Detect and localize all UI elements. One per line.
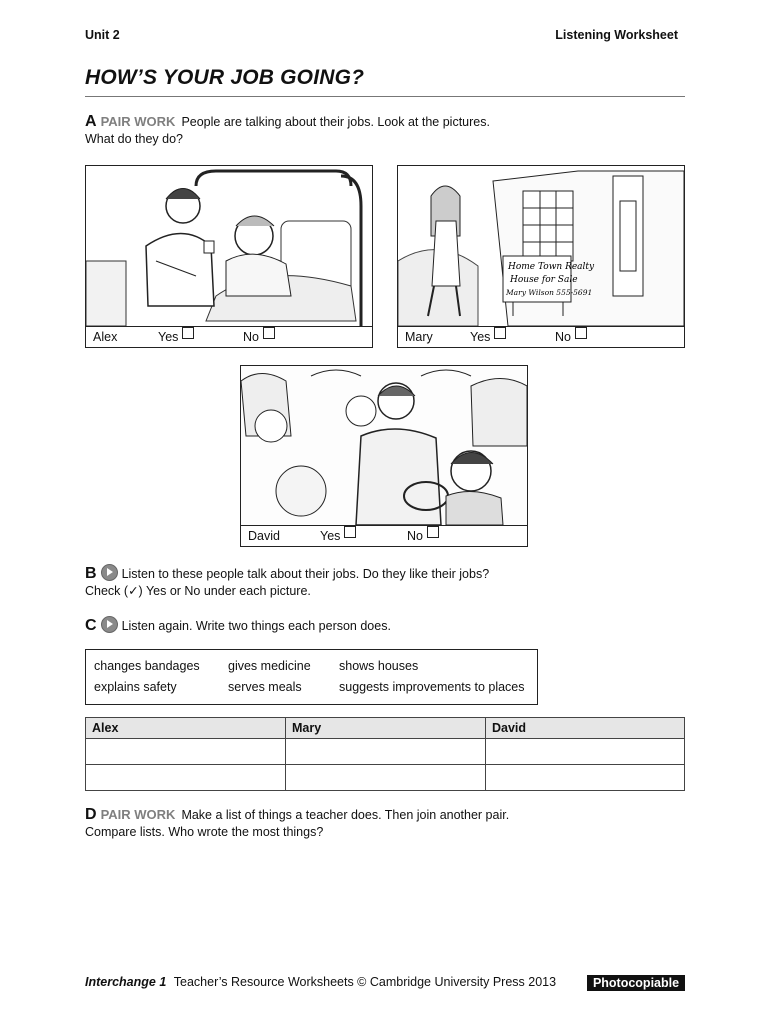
word-item: gives medicine <box>228 659 311 673</box>
audio-play-icon[interactable] <box>101 564 118 581</box>
person-name: Alex <box>93 330 118 344</box>
picture-david <box>240 365 528 547</box>
column-header-mary: Mary <box>286 718 486 739</box>
column-header-david: David <box>486 718 685 739</box>
answer-cell[interactable] <box>486 765 685 791</box>
section-d-line1: Make a list of things a teacher does. Then join another pair. <box>181 808 510 822</box>
caption-david <box>241 526 527 546</box>
yes-checkbox[interactable] <box>182 327 194 339</box>
answer-cell[interactable] <box>286 765 486 791</box>
section-b-line2: Check (✓) Yes or No under each picture. <box>85 584 311 598</box>
person-name: Mary <box>405 330 433 344</box>
realtor-illustration <box>398 166 684 327</box>
page-title: HOW’S YOUR JOB GOING? <box>85 66 365 89</box>
caption-alex <box>86 327 372 347</box>
bus-driver-illustration <box>241 366 527 526</box>
table-header-row <box>86 718 685 739</box>
word-item: serves meals <box>228 680 302 694</box>
no-checkbox[interactable] <box>575 327 587 339</box>
no-checkbox[interactable] <box>427 526 439 538</box>
word-box <box>85 649 538 705</box>
footer <box>85 975 556 989</box>
yes-checkbox[interactable] <box>344 526 356 538</box>
table-row <box>86 765 685 791</box>
footer-brand: Interchange 1 <box>85 975 167 989</box>
photocopiable-badge: Photocopiable <box>587 975 685 991</box>
answer-table <box>85 717 685 791</box>
answer-cell[interactable] <box>86 739 286 765</box>
section-b <box>85 564 685 600</box>
section-c-letter: C <box>85 617 97 634</box>
word-item: changes bandages <box>94 659 200 673</box>
section-b-letter: B <box>85 565 97 582</box>
title-rule <box>85 96 685 97</box>
nurse-illustration <box>86 166 372 327</box>
audio-play-icon[interactable] <box>101 616 118 633</box>
section-a-line1: People are talking about their jobs. Look at the pictures. <box>181 115 490 129</box>
section-c-line1: Listen again. Write two things each person does. <box>121 619 391 633</box>
no-option[interactable]: No <box>243 327 259 347</box>
caption-mary <box>398 327 684 347</box>
section-d-line2: Compare lists. Who wrote the most things? <box>85 825 324 839</box>
section-a-letter: A <box>85 113 97 130</box>
person-name: David <box>248 529 280 543</box>
picture-alex <box>85 165 373 348</box>
column-header-alex: Alex <box>86 718 286 739</box>
yes-option[interactable]: Yes <box>158 327 178 347</box>
answer-cell[interactable] <box>486 739 685 765</box>
word-item: suggests improvements to places <box>339 680 525 694</box>
table-row <box>86 739 685 765</box>
unit-label: Unit 2 <box>85 28 120 42</box>
section-d-tag: PAIR WORK <box>100 807 176 822</box>
picture-mary <box>397 165 685 348</box>
section-b-line1: Listen to these people talk about their jobs. Do they like their jobs? <box>121 567 490 581</box>
section-c <box>85 616 685 635</box>
word-item: shows houses <box>339 659 419 673</box>
sign-line-2: House for Sale <box>510 275 578 285</box>
no-option[interactable]: No <box>407 526 423 546</box>
sign-line-3: Mary Wilson 555-5691 <box>506 288 593 297</box>
yes-option[interactable]: Yes <box>470 327 490 347</box>
yes-option[interactable]: Yes <box>320 526 340 546</box>
section-d <box>85 806 685 841</box>
worksheet-label: Listening Worksheet <box>555 28 678 42</box>
answer-cell[interactable] <box>86 765 286 791</box>
footer-text: Teacher’s Resource Worksheets © Cambridge University Press 2013 <box>173 975 557 989</box>
yes-checkbox[interactable] <box>494 327 506 339</box>
section-a <box>85 113 685 148</box>
section-d-letter: D <box>85 806 97 823</box>
answer-cell[interactable] <box>286 739 486 765</box>
word-item: explains safety <box>94 680 177 694</box>
no-checkbox[interactable] <box>263 327 275 339</box>
sign-line-1: Home Town Realty <box>508 262 595 272</box>
section-a-line2: What do they do? <box>85 132 183 146</box>
no-option[interactable]: No <box>555 327 571 347</box>
section-a-tag: PAIR WORK <box>100 114 176 129</box>
